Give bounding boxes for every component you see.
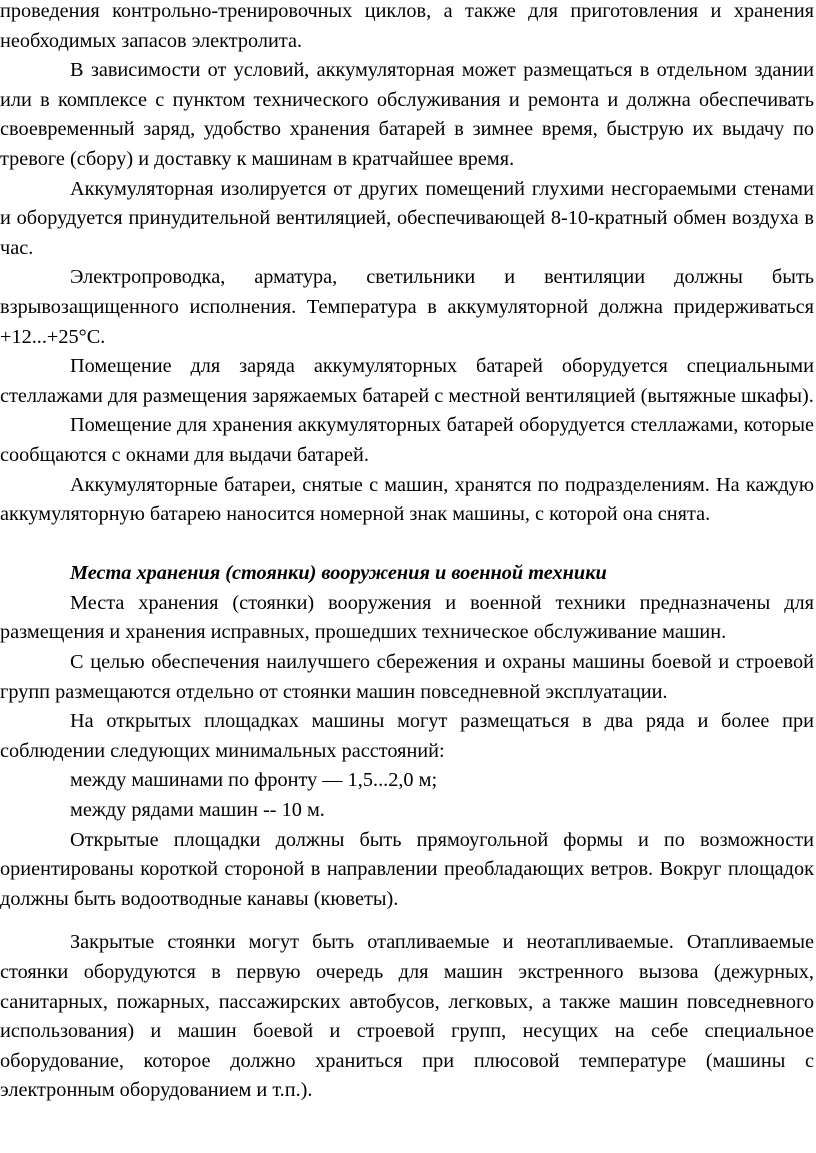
paragraph-open-areas: На открытых площадках машины могут размещаться в два ряда и более при соблюдении следующих минимальных расстояний:	[0, 710, 814, 762]
paragraph-charging-room: Помещение для заряда аккумуляторных батарей оборудуется специальными стеллажами для размещения заряжаемых батарей с местной вентиляцией (вытяжные шкафы).	[0, 355, 814, 407]
section-heading: Места хранения (стоянки) вооружения и военной техники	[70, 562, 607, 585]
distance-item-rows: между рядами машин -- 10 м.	[70, 799, 325, 822]
paragraph-continuation: проведения контрольно-тренировочных циклов, а также для приготовления и хранения необходимых запасов электролита.	[0, 0, 814, 52]
paragraph-open-area-shape: Открытые площадки должны быть прямоугольной формы и по возможности ориентированы короткой стороной в направлении преобладающих ветров. Вокруг площадок должны быть водоотводные канавы (кюветы).	[0, 828, 814, 910]
paragraph-battery-storage: Аккумуляторные батареи, снятые с машин, хранятся по подразделениям. На каждую аккумуляторную батарею наносится номерной знак машины, с которой она снята.	[0, 473, 814, 526]
distance-item-front: между машинами по фронту — 1,5...2,0 м;	[70, 769, 438, 792]
paragraph-closed-parking: Закрытые стоянки могут быть отапливаемые и неотапливаемые. Отапливаемые стоянки оборудуются в первую очередь для машин экстренного вызова (дежурных, санитарных, пожарных, пассажирских автобусов, легковых, а также машин повседневного использования) и машин боевой и строевой групп, несущих на себе специальное оборудование, которое должно храниться при плюсовой температуре (машины с электронным оборудованием и т.п.).	[0, 931, 814, 1102]
paragraph-battery-room-location: В зависимости от условий, аккумуляторная может размещаться в отдельном здании или в комплексе с пунктом технического обслуживания и ремонта и должна обеспечивать своевременный заряд, удобство хранения батарей в зимнее время, быструю их выдачу по тревоге (сбору) и доставку к машинам в кратчайшее время.	[0, 59, 814, 170]
paragraph-storage-purpose: Места хранения (стоянки) вооружения и военной техники предназначены для размещения и хранения исправных, прошедших техническое обслуживание машин.	[0, 591, 814, 644]
paragraph-storage-room: Помещение для хранения аккумуляторных батарей оборудуется стеллажами, которые сообщаются с окнами для выдачи батарей.	[0, 414, 814, 466]
paragraph-combat-groups: С целью обеспечения наилучшего сбережения и охраны машины боевой и строевой групп размещаются отдельно от стоянки машин повседневной эксплуатации.	[0, 651, 814, 703]
paragraph-battery-room-isolation: Аккумуляторная изолируется от других помещений глухими несгораемыми стенами и оборудуется принудительной вентиляцией, обеспечивающей 8-10-кратный обмен воздуха в час.	[0, 177, 814, 259]
distance-list	[0, 766, 814, 825]
paragraph-electrical-wiring: Электропроводка, арматура, светильники и вентиляции должны быть взрывозащищенного исполнения. Температура в аккумуляторной должна придерживаться +12...+25°С.	[0, 266, 814, 348]
